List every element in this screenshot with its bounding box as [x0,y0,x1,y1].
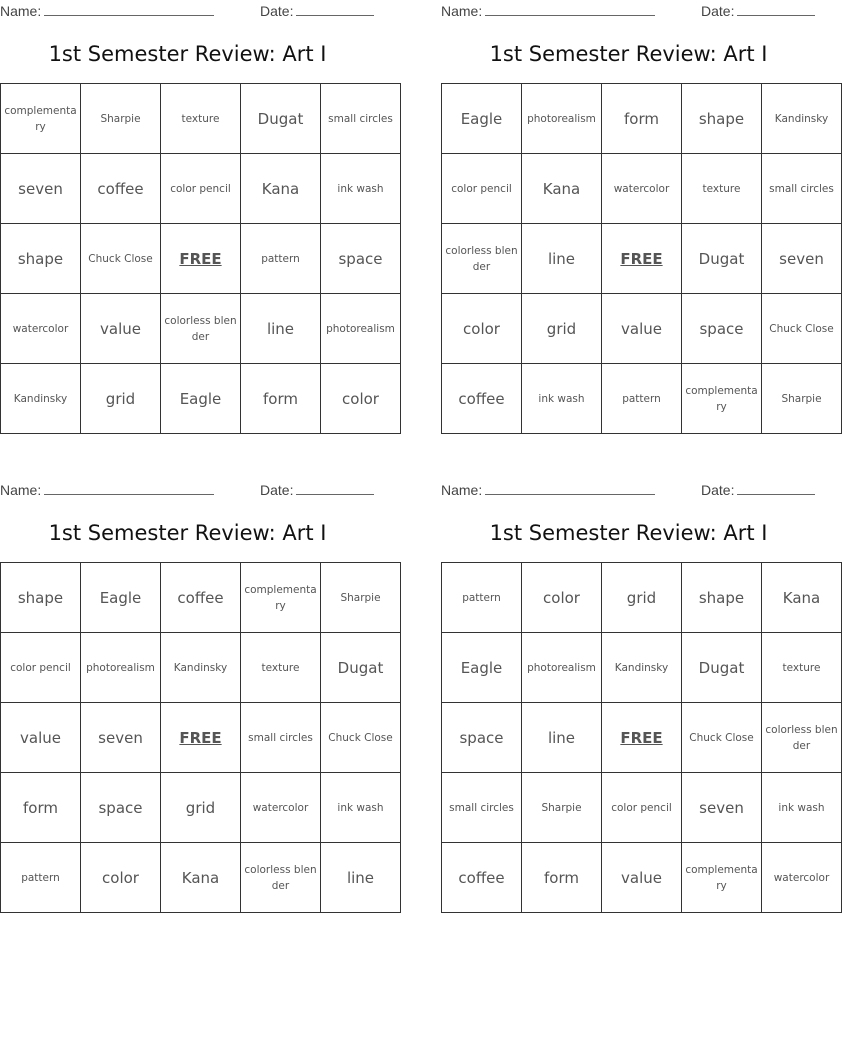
bingo-cell: color [442,294,522,364]
bingo-cell: form [1,773,81,843]
name-blank[interactable] [485,3,655,16]
bingo-row [1,224,401,294]
date-label: Date: [260,482,294,498]
free-space: FREE [161,224,241,294]
bingo-cell: grid [81,364,161,434]
bingo-cell: pattern [602,364,682,434]
bingo-cell: Eagle [81,563,161,633]
bingo-cell: photorealism [522,633,602,703]
bingo-cell: Dugat [241,84,321,154]
bingo-row [442,843,842,913]
bingo-cell: color pencil [161,154,241,224]
bingo-cell: space [81,773,161,843]
bingo-cell: grid [602,563,682,633]
free-space: FREE [602,703,682,773]
bingo-cell: value [602,294,682,364]
bingo-cell: watercolor [762,843,842,913]
bingo-cell: seven [81,703,161,773]
bingo-cell: line [522,224,602,294]
bingo-cell: value [81,294,161,364]
bingo-row [442,773,842,843]
bingo-cell: coffee [161,563,241,633]
bingo-cell: Sharpie [321,563,401,633]
bingo-cell: Dugat [682,224,762,294]
bingo-row [442,154,842,224]
bingo-grid [0,562,401,913]
bingo-cell: photorealism [81,633,161,703]
bingo-cell: complementary [1,84,81,154]
bingo-cell: colorless blender [442,224,522,294]
bingo-cell: value [602,843,682,913]
bingo-cell: Sharpie [762,364,842,434]
free-space: FREE [602,224,682,294]
bingo-card [441,479,838,892]
bingo-cell: ink wash [321,154,401,224]
bingo-cell: space [442,703,522,773]
bingo-cell: grid [522,294,602,364]
bingo-cell: grid [161,773,241,843]
bingo-cell: Chuck Close [321,703,401,773]
bingo-cell: form [241,364,321,434]
bingo-cell: Dugat [682,633,762,703]
date-label: Date: [260,3,294,19]
bingo-card [0,479,393,892]
bingo-cell: small circles [241,703,321,773]
bingo-cell: color [321,364,401,434]
date-label: Date: [701,3,735,19]
name-field[interactable] [441,3,655,19]
card-header [0,479,375,501]
bingo-cell: Eagle [161,364,241,434]
bingo-cell: Kana [161,843,241,913]
bingo-row [442,563,842,633]
card-title: 1st Semester Review: Art I [489,42,768,66]
bingo-cell: color pencil [442,154,522,224]
bingo-cell: Chuck Close [81,224,161,294]
bingo-row [442,224,842,294]
bingo-row [442,703,842,773]
bingo-cell: Sharpie [522,773,602,843]
bingo-grid [441,562,842,913]
bingo-row [1,633,401,703]
bingo-cell: coffee [81,154,161,224]
bingo-cell: seven [762,224,842,294]
card-title: 1st Semester Review: Art I [489,521,768,545]
bingo-cell: form [522,843,602,913]
bingo-cell: line [321,843,401,913]
name-blank[interactable] [44,482,214,495]
date-blank[interactable] [296,482,374,495]
card-title: 1st Semester Review: Art I [48,521,327,545]
bingo-cell: value [1,703,81,773]
bingo-cell: texture [161,84,241,154]
date-blank[interactable] [296,3,374,16]
bingo-cell: Chuck Close [682,703,762,773]
bingo-cell: complementary [682,364,762,434]
name-label: Name: [441,3,483,19]
date-field[interactable] [701,482,815,498]
bingo-row [442,84,842,154]
bingo-row [1,84,401,154]
bingo-cell: small circles [442,773,522,843]
card-header [0,0,375,22]
bingo-card [0,0,395,408]
bingo-row [442,633,842,703]
bingo-cell: complementary [682,843,762,913]
bingo-cell: color [522,563,602,633]
bingo-cell: shape [1,224,81,294]
bingo-row [1,843,401,913]
name-label: Name: [441,482,483,498]
bingo-cell: coffee [442,364,522,434]
bingo-row [1,294,401,364]
card-title: 1st Semester Review: Art I [48,42,327,66]
date-blank[interactable] [737,482,815,495]
card-header [441,479,816,501]
bingo-row [1,364,401,434]
bingo-cell: Kandinsky [762,84,842,154]
bingo-cell: shape [682,84,762,154]
name-field[interactable] [441,482,655,498]
date-field[interactable] [260,3,374,19]
bingo-cell: color pencil [602,773,682,843]
date-field[interactable] [260,482,374,498]
name-field[interactable] [0,3,214,19]
bingo-cell: seven [1,154,81,224]
bingo-cell: space [321,224,401,294]
bingo-cell: texture [682,154,762,224]
bingo-cell: line [241,294,321,364]
date-label: Date: [701,482,735,498]
bingo-row [442,364,842,434]
name-blank[interactable] [485,482,655,495]
bingo-cell: seven [682,773,762,843]
bingo-cell: Kandinsky [602,633,682,703]
bingo-row [442,294,842,364]
bingo-cell: watercolor [241,773,321,843]
bingo-cell: watercolor [1,294,81,364]
bingo-cell: colorless blender [161,294,241,364]
bingo-cell: shape [682,563,762,633]
free-space: FREE [161,703,241,773]
name-label: Name: [0,3,42,19]
bingo-cell: Kana [522,154,602,224]
bingo-cell: line [522,703,602,773]
bingo-card [441,0,834,413]
bingo-cell: color [81,843,161,913]
bingo-cell: shape [1,563,81,633]
date-blank[interactable] [737,3,815,16]
bingo-cell: watercolor [602,154,682,224]
bingo-grid [0,83,401,434]
bingo-cell: colorless blender [241,843,321,913]
bingo-cell: texture [762,633,842,703]
name-label: Name: [0,482,42,498]
bingo-cell: Kandinsky [1,364,81,434]
bingo-grid [441,83,842,434]
bingo-cell: colorless blender [762,703,842,773]
name-field[interactable] [0,482,214,498]
bingo-cell: Chuck Close [762,294,842,364]
bingo-row [1,563,401,633]
name-blank[interactable] [44,3,214,16]
bingo-cell: pattern [442,563,522,633]
bingo-cell: small circles [321,84,401,154]
bingo-cell: pattern [241,224,321,294]
bingo-cell: photorealism [321,294,401,364]
bingo-cell: form [602,84,682,154]
bingo-cell: Dugat [321,633,401,703]
bingo-row [1,154,401,224]
bingo-cell: color pencil [1,633,81,703]
bingo-cell: coffee [442,843,522,913]
bingo-cell: texture [241,633,321,703]
bingo-cell: space [682,294,762,364]
bingo-cell: Kana [241,154,321,224]
bingo-cell: ink wash [321,773,401,843]
bingo-cell: pattern [1,843,81,913]
bingo-cell: Kandinsky [161,633,241,703]
bingo-cell: small circles [762,154,842,224]
bingo-cell: photorealism [522,84,602,154]
bingo-cell: Sharpie [81,84,161,154]
bingo-cell: Eagle [442,84,522,154]
bingo-cell: Kana [762,563,842,633]
bingo-row [1,703,401,773]
bingo-cell: ink wash [522,364,602,434]
card-header [441,0,816,22]
bingo-cell: complementary [241,563,321,633]
bingo-cell: Eagle [442,633,522,703]
bingo-row [1,773,401,843]
bingo-cell: ink wash [762,773,842,843]
date-field[interactable] [701,3,815,19]
